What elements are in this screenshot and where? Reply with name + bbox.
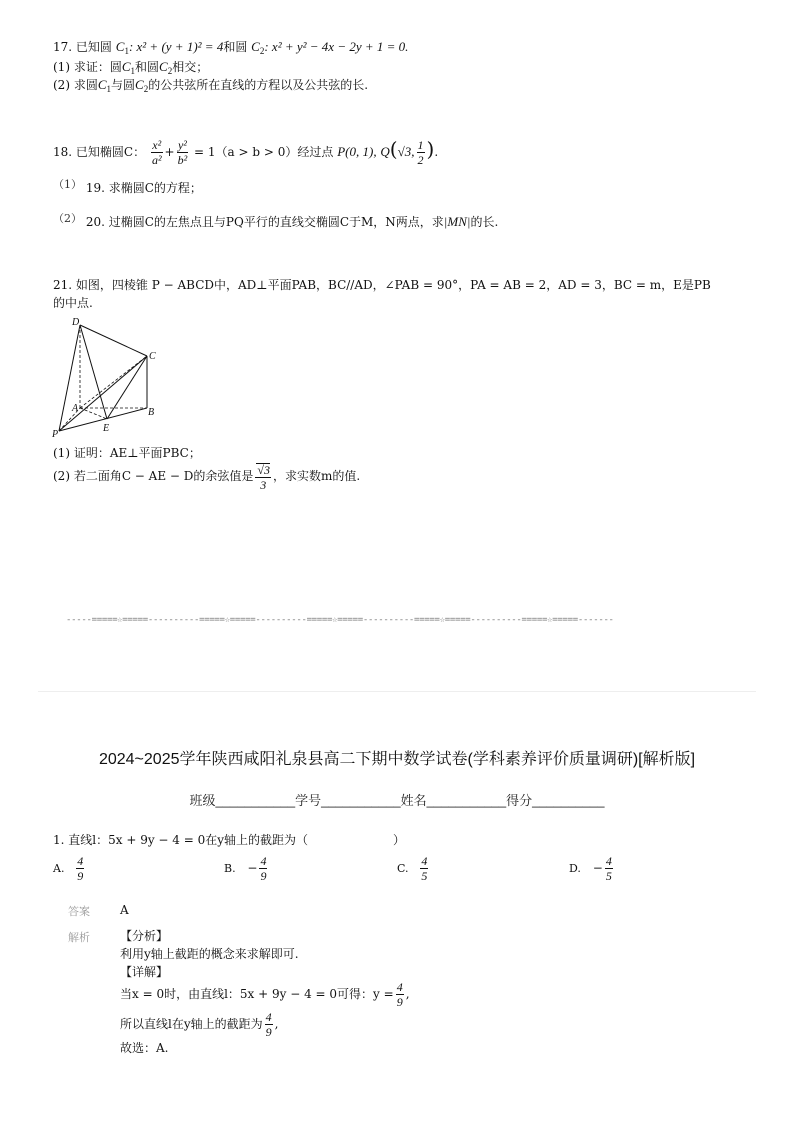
q17-stem: 17. 已知圆 $C_1$: x² + (y + 1)² = 4和圆 $C_2$: x² + y² − 4x − 2y + 1 = 0. <box>53 39 409 56</box>
student-info-line: 班级___________学号___________姓名___________得分__________ <box>189 793 605 808</box>
answer-value: A <box>120 903 129 917</box>
q1-option-d[interactable]: D. − $\frac{4}{5}$ <box>569 854 612 883</box>
q21-part2: (2) 若二面角C − AE − D的余弦值是 $\frac{√3}{3}$ ，求实数m的值. <box>53 462 361 492</box>
q21-stem-line2: 的中点. <box>53 296 93 310</box>
q1-stem: 1. 直线l：5x + 9y − 4 = 0在y轴上的截距为（ <box>53 833 309 847</box>
label-e: E <box>103 423 110 434</box>
q17-part1: (1) 求证：圆$C_1$和圆$C_2$相交； <box>53 59 209 76</box>
page-divider <box>38 691 756 692</box>
label-c: C <box>149 351 156 362</box>
q1-close-paren: ） <box>393 833 406 847</box>
q17-part2: (2) 求圆$C_1$与圆$C_2$的公共弦所在直线的方程以及公共弦的长. <box>53 77 369 94</box>
analysis-fenxi-heading: 【分析】 <box>120 929 169 943</box>
analysis-line2: 所以直线l在y轴上的截距为 $\frac{4}{9}$ , <box>120 1010 279 1039</box>
q1-option-a[interactable]: A. $\frac{4}{9}$ <box>53 854 84 883</box>
q1-option-b[interactable]: B. − $\frac{4}{9}$ <box>224 854 267 883</box>
analysis-line1: 当x = 0时，由直线l：5x + 9y − 4 = 0可得：y = $\frac{4}{9}$ , <box>120 980 410 1009</box>
q17-number: 17. <box>53 40 73 54</box>
exam-title: 2024~2025学年陕西咸阳礼泉县高二下期中数学试卷(学科素养评价质量调研)[解析版] <box>98 751 696 768</box>
q18-sub1: （1） 19. 求椭圆C的方程； <box>53 178 202 195</box>
answer-label: 答案 <box>68 905 90 918</box>
label-a: A <box>72 403 79 414</box>
star-separator: -----=====☆=====----------=====☆=====----------=====☆=====----------=====☆=====----------=====☆=====------- <box>66 615 614 625</box>
label-p: P <box>52 429 59 438</box>
analysis-conclusion: 故选：A. <box>120 1041 169 1055</box>
label-d: D <box>72 317 80 328</box>
analysis-fenxi-text: 利用y轴上截距的概念来求解即可. <box>120 947 299 961</box>
q21-stem-line1: 21. 如图，四棱锥 P − ABCD中，AD⊥平面PAB，BC//AD，∠PAB = 90°，PA = AB = 2，AD = 3，BC = m，E是PB <box>53 278 711 292</box>
pyramid-figure <box>50 313 170 438</box>
q1-option-c[interactable]: C. $\frac{4}{5}$ <box>397 854 428 883</box>
label-b: B <box>148 407 155 418</box>
q21-part1: (1) 证明：AE⊥平面PBC； <box>53 446 201 460</box>
analysis-xiangjie-heading: 【详解】 <box>120 965 169 979</box>
q18-sub2: （2） 20. 过椭圆C的左焦点且与PQ平行的直线交椭圆C于M，N两点，求|MN|的长. <box>53 212 499 229</box>
analysis-label: 解析 <box>68 931 90 944</box>
q18-stem: 18. 已知椭圆C： $\frac{\text{x²}}{\text{a²}}$ + $\frac{\text{y²}}{\text{b²}}$ = 1（a > b > 0）经过点 P(0, 1), Q(√3, $\frac{1}{2}$ ). <box>53 137 439 167</box>
